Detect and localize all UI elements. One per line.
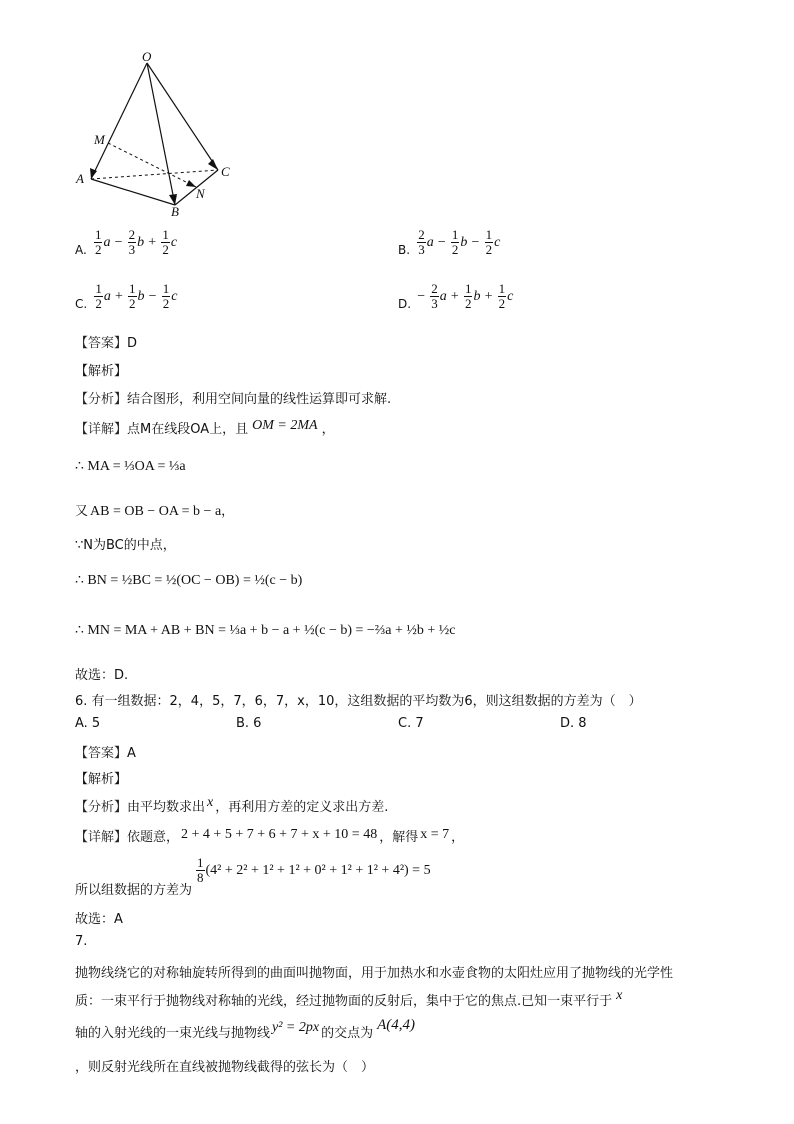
q5-answer: 【答案】D — [75, 336, 138, 351]
label-c: C — [221, 164, 230, 179]
edge-oa — [91, 63, 147, 179]
label-a: A — [76, 171, 84, 186]
q6-option-c[interactable]: C. 7 — [398, 716, 424, 731]
segment-mn — [108, 143, 196, 187]
q7-num: 7. — [75, 934, 88, 949]
q5-step2: 又 AB = OB − OA = b − a， — [75, 504, 235, 519]
q7-line2: 质：一束平行于抛物线对称轴的光线，经过抛物面的反射后，集中于它的焦点.已知一束平行于 x — [75, 988, 623, 1009]
q6-fenxi: 【分析】由平均数求出 x ，再利用方差的定义求出方差. — [75, 795, 389, 815]
q5-step1: ∴ MA = ⅓OA = ⅓a — [75, 459, 186, 474]
label-n: N — [196, 186, 205, 201]
edge-ab — [91, 179, 175, 205]
q5-step5: ∴ MN = MA + AB + BN = ⅓a + b − a + ½(c − b) = −⅔a + ½b + ½c — [75, 623, 456, 638]
q6-option-a[interactable]: A. 5 — [75, 716, 101, 731]
label-o: O — [142, 49, 152, 64]
option-b[interactable]: B. $\frac{2}{3}$ a − $\frac{1}{2}$ b − $\frac{1}{2}$ c — [398, 227, 501, 257]
q5-step3: ∵N为BC的中点， — [75, 538, 176, 553]
q6-option-d[interactable]: D. 8 — [560, 716, 587, 731]
option-c[interactable]: C. $\frac{1}{2}$ a + $\frac{1}{2}$ b − $\frac{1}{2}$ c — [75, 281, 178, 311]
tetrahedron-figure — [70, 48, 240, 218]
option-a[interactable]: A. $\frac{1}{2}$ a − $\frac{2}{3}$ b + $\frac{1}{2}$ c — [75, 227, 178, 257]
q6-jiexi: 【解析】 — [75, 772, 128, 787]
q5-conclusion: 故选：D. — [75, 668, 129, 683]
option-d[interactable]: D. − $\frac{2}{3}$ a + $\frac{1}{2}$ b + $\frac{1}{2}$ c — [398, 281, 514, 311]
q6-conclusion: 故选：A — [75, 912, 123, 927]
q7-line1: 抛物线绕它的对称轴旋转所得到的曲面叫抛物面，用于加热水和水壶食物的太阳灶应用了抛物线的光学性 — [75, 966, 674, 981]
q5-step4: ∴ BN = ½BC = ½(OC − OB) = ½(c − b) — [75, 573, 303, 588]
q7-line3: 轴的入射光线的一束光线与抛物线 y² = 2px 的交点为A(4,4) — [75, 1017, 416, 1041]
q5-fenxi: 【分析】结合图形，利用空间向量的线性运算即可求解. — [75, 392, 392, 407]
q6-xiangjie: 【详解】依题意， 2 + 4 + 5 + 7 + 6 + 7 + x + 10 = 48 ，解得 x = 7 ， — [75, 827, 465, 845]
arrow-head-mn — [186, 180, 196, 187]
q5-xiangjie: 【详解】点M在线段OA上，且 OM = 2MA ， — [75, 418, 335, 437]
label-b: B — [171, 204, 179, 218]
q6-stem: 6. 有一组数据：2，4，5，7，6，7，x，10，这组数据的平均数为6，则这组数据的方差为（ ） — [75, 694, 642, 709]
q6-answer: 【答案】A — [75, 746, 136, 761]
label-m: M — [94, 132, 105, 147]
arrow-head-oc — [208, 159, 218, 170]
q6-variance: 所以组数据的方差为 $\frac{1}{8}$ (4² + 2² + 1² + 1² + 0² + 1² + 1² + 4²) = 5 — [75, 855, 431, 898]
q5-jiexi: 【解析】 — [75, 364, 128, 379]
q6-option-b[interactable]: B. 6 — [236, 716, 262, 731]
q7-line4: ，则反射光线所在直线被抛物线截得的弦长为（ ） — [75, 1060, 375, 1075]
edge-ac — [91, 170, 218, 179]
